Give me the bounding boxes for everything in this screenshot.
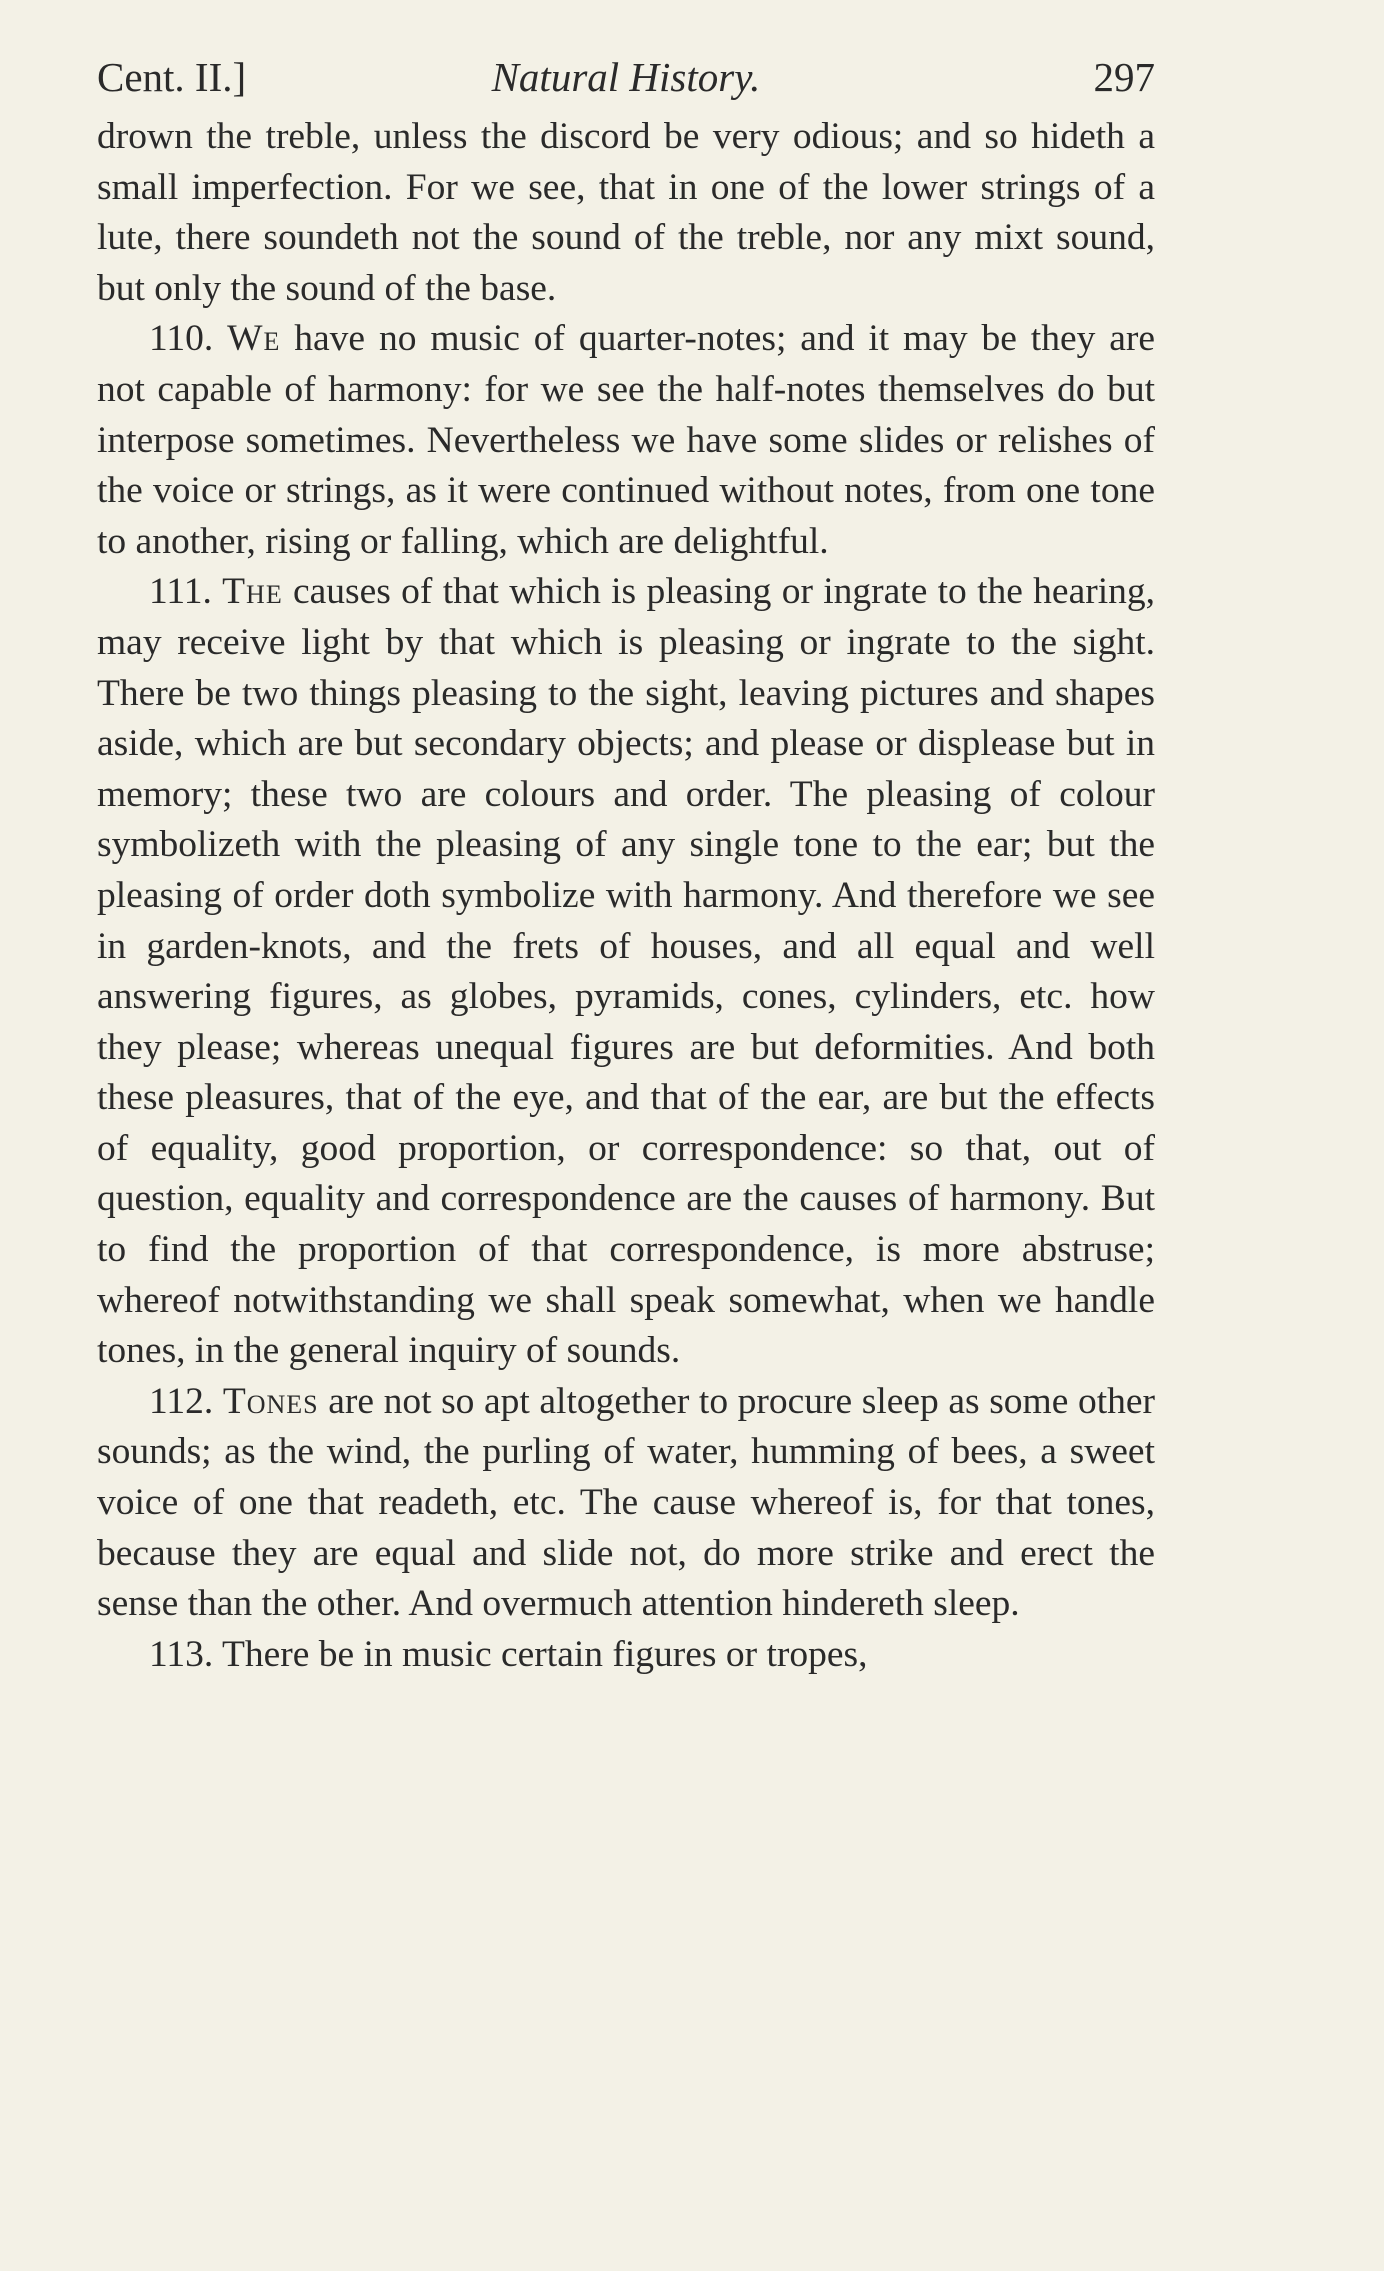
page-title: Natural History. <box>491 54 761 100</box>
paragraph-number: 111. <box>149 571 212 613</box>
paragraph-111: 111. The causes of that which is pleasing or ingrate to the hearing, may receive light by that which is pleasing or ingrate to the sight. There be two things pleasing to the sight, leaving pictures and shapes aside, which are but secondary objects; and please or displease but in memory; these two are colours and order. The pleasing of colour symbolizeth with the pleasing of any single tone to the ear; but the pleasing of order doth symbolize with harmony. And therefore we see in garden-knots, and the frets of houses, and all equal and well answering figures, as globes, pyramids, cones, cylinders, etc. how they please; whereas unequal figures are but deformities. And both these pleasures, that of the eye, and that of the ear, are but the effects of equality, good proportion, or correspondence: so that, out of question, equality and correspondence are the causes of harmony. But to find the proportion of that correspondence, is more abstruse; whereof notwithstanding we shall speak somewhat, when we handle tones, in the general inquiry of sounds. <box>97 571 1156 1372</box>
paragraph-lead-word: The <box>222 571 283 613</box>
paragraph-number: 112. <box>149 1380 214 1422</box>
paragraph-112: 112. Tones are not so apt altogether to procure sleep as some other sounds; as the wind, the purling of water, humming of bees, a sweet voice of one that readeth, etc. The cause whereof is, for that tones, because they are equal and slide not, do more strike and erect the sense than the other. And overmuch attention hindereth sleep. <box>97 1380 1155 1625</box>
book-page <box>97 42 1155 1680</box>
paragraph-113: 113. There be in music certain figures or tropes, <box>149 1633 868 1675</box>
running-header <box>97 42 1155 112</box>
page-number: 297 <box>1093 54 1155 100</box>
paragraph-number: 110. <box>149 318 214 360</box>
page-body <box>97 112 1155 1680</box>
paragraph-number: 113. <box>149 1633 214 1675</box>
paragraph-lead-word: Tones <box>222 1380 319 1422</box>
paragraph-continued: drown the treble, unless the discord be very odious; and so hideth a small imperfection. For we see, that in one of the lower strings of a lute, there soundeth not the sound of the treble, nor any mixt sound, but only the sound of the base. <box>97 116 1155 309</box>
paragraph-110: 110. We have no music of quarter-notes; and it may be they are not capable of harmony: for we see the half-notes themselves do but interpose sometimes. Nevertheless we have some slides or relishes of the voice or strings, as it were continued without notes, from one tone to another, rising or falling, which are delightful. <box>97 318 1156 562</box>
section-marker: Cent. II.] <box>97 54 247 100</box>
paragraph-lead-word: We <box>227 318 281 360</box>
